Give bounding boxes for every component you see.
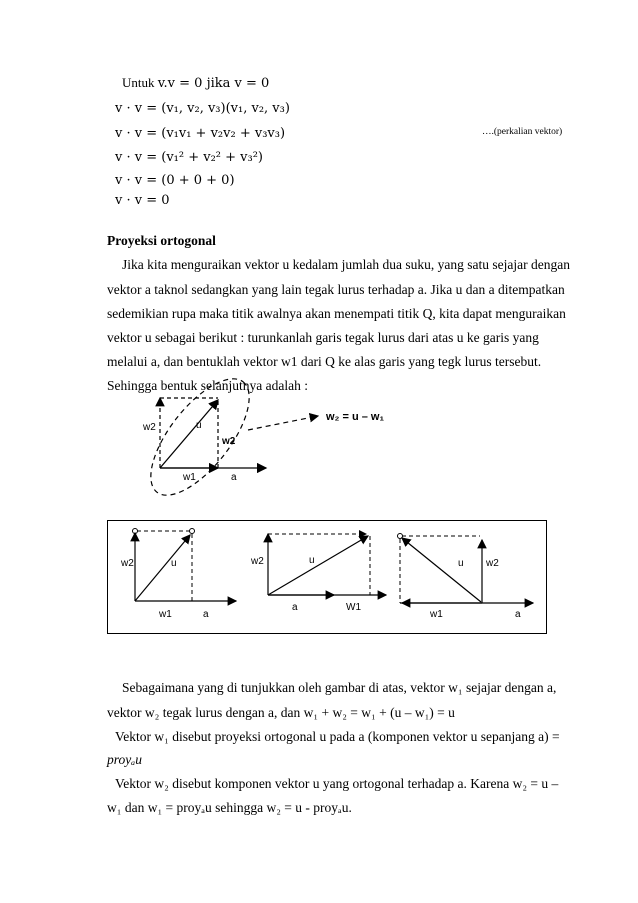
paragraph-line-3: sedemikian rupa maka titik awalnya akan menempati titik Q, kita dapat menguraikan bbox=[107, 306, 566, 321]
fig2-d1-label-w2: w2 bbox=[121, 558, 134, 569]
fig1-dashed-ellipse bbox=[133, 363, 266, 510]
math-line-6: v · v = 0 bbox=[115, 193, 170, 208]
math-line-4: v · v = (v₁² + v₂² + v₃²) bbox=[115, 150, 264, 165]
fig2-d3-label-u: u bbox=[458, 558, 464, 569]
section-heading: Proyeksi ortogonal bbox=[107, 233, 216, 248]
fig2-d3-label-w1: w1 bbox=[430, 609, 443, 620]
paragraph-line-2: vektor a taknol sedangkan yang lain tegak lurus terhadap a. Jika u dan a ditempatkan bbox=[107, 282, 565, 297]
fig1-label-w1: w1 bbox=[183, 472, 196, 483]
fig2-d1-label-w1: w1 bbox=[159, 609, 172, 620]
closing-line-1: Sebagaimana yang di tunjukkan oleh gambar di atas, vektor w₁ sejajar dengan a, bbox=[122, 680, 557, 695]
fig2-d2-label-a: a bbox=[292, 602, 298, 613]
math-line-3-note: ….(perkalian vektor) bbox=[482, 127, 563, 137]
paragraph-line-4: vektor u sebagai berikut : turunkanlah garis tegak lurus dari atas u ke garis yang bbox=[107, 330, 539, 345]
math-line-5: v · v = (0 + 0 + 0) bbox=[115, 173, 235, 188]
paragraph-line-6: Sehingga bentuk selanjutnya adalah : bbox=[107, 378, 308, 393]
closing-line-5: Vektor w₂ disebut komponen vektor u yang ortogonal terhadap a. Karena w₂ = u – bbox=[115, 776, 559, 791]
closing-line-4: proyₐu bbox=[107, 752, 142, 767]
fig2-d1-label-a: a bbox=[203, 609, 209, 620]
fig1-callout-arrow bbox=[248, 416, 318, 430]
figure-2-frame bbox=[107, 520, 547, 634]
fig2-d2-label-w2: w2 bbox=[251, 556, 264, 567]
closing-line-2: vektor w₂ tegak lurus dengan a, dan w₁ + w₂ = w₁ + (u – w₁) = u bbox=[107, 705, 455, 720]
math-line-1-expr: v.v = 0 jika v = 0 bbox=[157, 76, 270, 91]
fig1-u-vector bbox=[160, 400, 218, 468]
fig1-label-a: a bbox=[231, 472, 237, 483]
fig2-d2-label-u: u bbox=[309, 555, 315, 566]
fig2-d3-label-w2: w2 bbox=[486, 558, 499, 569]
paragraph-line-1: Jika kita menguraikan vektor u kedalam jumlah dua suku, yang satu sejajar dengan bbox=[122, 257, 570, 272]
fig2-d1-label-u: u bbox=[171, 558, 177, 569]
paragraph-line-5: melalui a, dan bentuklah vektor w1 dari Q ke alas garis yang tegk lurus tersebut. bbox=[107, 354, 542, 369]
math-line-3: v · v = (v₁v₁ + v₂v₂ + v₃v₃) bbox=[115, 126, 286, 141]
fig1-label-w2-circle: w2 bbox=[222, 436, 236, 447]
math-line-1-prefix: Untuk bbox=[122, 75, 158, 90]
closing-line-3: Vektor w₁ disebut proyeksi ortogonal u pada a (komponen vektor u sepanjang a) = bbox=[115, 729, 560, 744]
fig1-label-w2: w2 bbox=[143, 422, 156, 433]
closing-line-6: w₁ dan w₁ = proyₐu sehingga w₂ = u - proyₐu. bbox=[107, 800, 352, 815]
fig2-d3-label-a: a bbox=[515, 609, 521, 620]
fig2-d2-label-w1: W1 bbox=[346, 602, 361, 613]
math-line-2: v · v = (v₁, v₂, v₃)(v₁, v₂, v₃) bbox=[115, 101, 290, 116]
fig1-label-u: u bbox=[196, 420, 202, 431]
fig1-callout-label: w₂ = u – w₁ bbox=[326, 411, 385, 423]
